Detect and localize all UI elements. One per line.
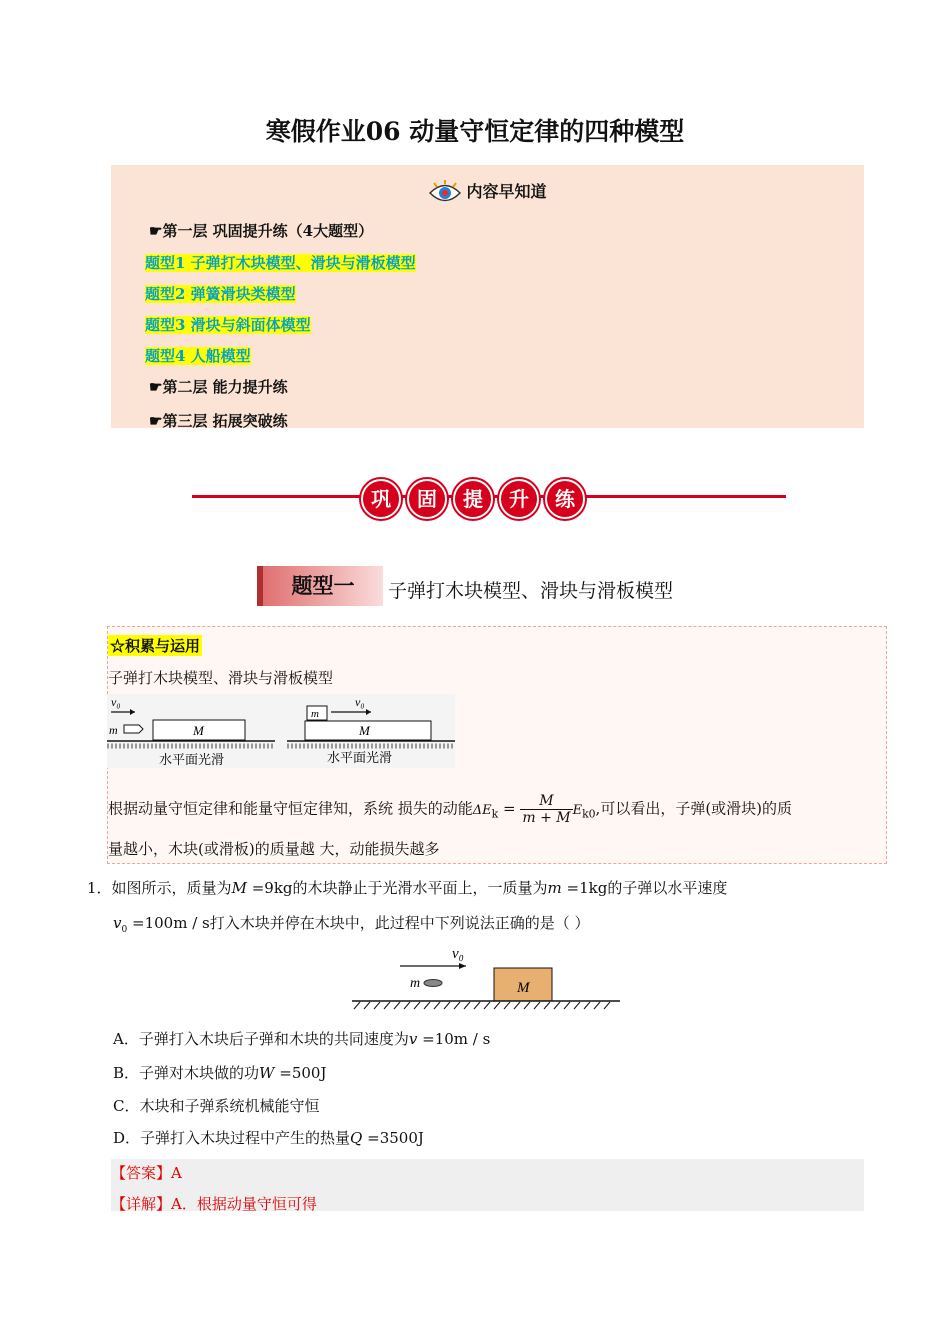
fig-M-label-2: M <box>359 723 370 738</box>
question-line-2 <box>113 912 590 935</box>
option-d-text: 子弹打入木块过程中产生的热量 <box>140 1129 351 1147</box>
note-subtitle: 子弹打木块模型、滑块与滑板模型 <box>108 669 334 687</box>
banner <box>358 479 588 519</box>
fig-ground-label: 水平面光滑 <box>159 753 225 768</box>
fig-M-label: M <box>193 723 204 738</box>
option-a-text: 子弹打入木块后子弹和木块的共同速度为 <box>138 1030 409 1048</box>
question-text-d: 打入木块并停在木块中，此过程中下列说法正确的是（ ） <box>209 914 590 932</box>
qfig-m-label: m <box>410 976 421 991</box>
fig-m-label-2: m <box>311 708 319 720</box>
section-label: 题型一 <box>291 573 355 598</box>
qfig-M-label: M <box>517 980 530 996</box>
answer-line <box>111 1162 182 1183</box>
question-figure-svg <box>352 942 620 1014</box>
sym-M: M <box>231 879 247 897</box>
option-b-sym: W <box>259 1064 275 1082</box>
answer-box <box>111 1159 864 1211</box>
sym-v0: v <box>113 914 122 932</box>
question-text-b: 的木块静止于光滑水平面上，一质量为 <box>292 879 548 897</box>
toc-type-3[interactable]: 题型3 滑块与斜面体模型 <box>145 316 311 334</box>
toc-type-1[interactable]: 题型1 子弹打木块模型、滑块与滑板模型 <box>145 254 416 272</box>
option-d-letter: D． <box>113 1129 141 1147</box>
note-text-2: 量越小，木块(或滑板)的质量越 大，动能损失越多 <box>108 840 440 858</box>
question-figure <box>352 942 620 1014</box>
option-b-letter: B． <box>113 1064 140 1082</box>
toc-box <box>111 165 864 428</box>
formula-lhs-main: ΔE <box>472 802 492 818</box>
answer-value: A <box>171 1164 182 1182</box>
note-text-1a: 根据动量守恒定律和能量守恒定律知，系统 损失的动能 <box>108 799 473 818</box>
formula-den: m + M <box>522 810 571 826</box>
formula-rhs-main: E <box>572 802 583 818</box>
note-tag: ☆积累与运用 <box>110 637 201 655</box>
section-title: 子弹打木块模型、滑块与滑板模型 <box>388 580 674 602</box>
val-v0: =100m / s <box>132 914 210 932</box>
detail-text: A．根据动量守恒可得 <box>171 1195 317 1213</box>
question-number: 1． <box>87 879 112 897</box>
toc-type-2[interactable]: 题型2 弹簧滑块类模型 <box>145 285 296 303</box>
note-figure-svg <box>107 694 455 768</box>
option-a-letter: A． <box>113 1030 139 1048</box>
fig-ground-label-2: 水平面光滑 <box>327 751 393 766</box>
note-text-1b: ,可以看出，子弹(或滑块)的质 <box>595 799 793 818</box>
option-b-text: 子弹对木块做的功 <box>139 1064 260 1082</box>
fig-v0-label-2: v₀ <box>355 695 365 709</box>
formula-rhs-sub: k0 <box>582 807 596 821</box>
formula-rhs <box>572 802 596 821</box>
fig-v0-label: v₀ <box>111 695 121 709</box>
sym-v0-sub: 0 <box>121 925 128 935</box>
fig-m-label: m <box>109 723 118 737</box>
toc-layer3[interactable]: ☛第三层 拓展突破练 <box>149 412 288 430</box>
option-a-val: =10m / s <box>422 1030 491 1048</box>
question-line-1 <box>87 877 727 898</box>
page-title: 寒假作业06 动量守恒定律的四种模型 <box>265 117 685 146</box>
eye-icon <box>428 180 462 206</box>
option-c[interactable] <box>113 1095 320 1116</box>
val-m: =1kg <box>566 879 608 897</box>
qfig-v0-label: v₀ <box>452 946 464 962</box>
option-c-letter: C． <box>113 1097 140 1115</box>
val-M: =9kg <box>251 879 293 897</box>
detail-line <box>111 1193 317 1214</box>
formula-num: M <box>520 793 572 810</box>
formula-lhs-sub: k <box>491 807 499 821</box>
option-d-val: =3500J <box>367 1129 424 1147</box>
answer-label: 【答案】 <box>111 1164 172 1182</box>
toc-heading <box>111 179 864 206</box>
toc-type-4[interactable]: 题型4 人船模型 <box>145 347 251 365</box>
banner-char: 提 <box>453 479 493 519</box>
section-label-box <box>257 566 383 606</box>
toc-layer1[interactable]: ☛第一层 巩固提升练（4大题型） <box>149 222 374 240</box>
option-a[interactable] <box>113 1028 490 1049</box>
note-text-1: 根据动量守恒定律和能量守恒定律知，系统 损失的动能$\Delta E_k$ = $\frac{M}{m + M}$ $E_{k0}$,可以看出，子弹(或滑块)的质 <box>108 793 793 826</box>
toc-heading-text: 内容早知道 <box>466 182 547 201</box>
sym-m: m <box>547 879 562 897</box>
banner-char: 巩 <box>361 479 401 519</box>
question-text-a: 如图所示，质量为 <box>111 879 232 897</box>
banner-char: 升 <box>499 479 539 519</box>
banner-char: 练 <box>545 479 585 519</box>
option-b-val: =500J <box>279 1064 327 1082</box>
formula-fraction <box>520 793 572 826</box>
toc-layer2[interactable]: ☛第二层 能力提升练 <box>149 378 288 396</box>
option-c-text: 木块和子弹系统机械能守恒 <box>139 1097 320 1115</box>
detail-label: 【详解】 <box>111 1195 172 1213</box>
note-figure <box>107 694 455 768</box>
option-d[interactable] <box>113 1127 424 1148</box>
option-d-sym: Q <box>350 1129 363 1147</box>
question-text-c: 的子弹以水平速度 <box>607 879 728 897</box>
option-b[interactable] <box>113 1062 326 1083</box>
banner-char: 固 <box>407 479 447 519</box>
formula-lhs <box>472 802 499 821</box>
option-a-sym: v <box>408 1030 418 1048</box>
